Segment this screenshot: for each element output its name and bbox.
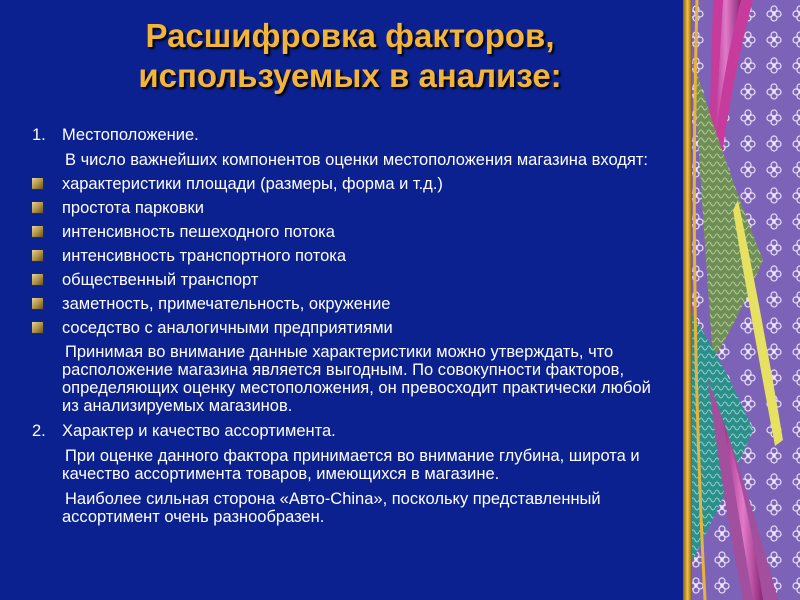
bullet-icon [32, 250, 43, 261]
bullet-icon [32, 298, 43, 309]
bullet-text: интенсивность транспортного потока [62, 247, 347, 265]
bullet-text: заметность, примечательность, окружение [62, 295, 391, 313]
section-number: 1. [32, 126, 46, 144]
bullet-text: интенсивность пешеходного потока [62, 223, 335, 241]
bullet-item [32, 319, 672, 337]
bullet-item [32, 271, 672, 289]
bullet-item [32, 247, 672, 265]
decorative-border [683, 0, 800, 600]
bullet-text: простота парковки [62, 199, 204, 217]
slide-title [20, 16, 680, 96]
bullet-text: характеристики площади (размеры, форма и т.д.) [62, 175, 443, 193]
bullet-item [32, 295, 672, 313]
decorative-pattern-graphic [683, 0, 800, 600]
section-heading-2 [32, 422, 672, 440]
title-line-2: используемых в анализе: [138, 57, 562, 94]
section-1-intro: В число важнейших компонентов оценки местоположения магазина входят: [65, 151, 649, 169]
section-2-paragraph: При оценке данного фактора принимается во внимание глубина, широта и качество ассортимента товаров, имеющихся в магазине. [62, 447, 640, 483]
section-2-paragraph: Наиболее сильная сторона «Авто-China», поскольку представленный ассортимент очень разнообразен. [62, 490, 601, 526]
bullet-text: соседство с аналогичными предприятиями [62, 319, 393, 337]
section-heading-text: Местоположение. [62, 126, 199, 144]
section-heading-text: Характер и качество ассортимента. [62, 422, 336, 440]
title-line-1: Расшифровка факторов, [145, 17, 555, 54]
bullet-item [32, 223, 672, 241]
slide-content [32, 126, 672, 526]
bullet-item [32, 175, 672, 193]
section-1-conclusion: Принимая во внимание данные характеристики можно утверждать, что расположение магазина является выгодным. По совокупности факторов, определяющих оценку местоположения, он превосходит практически любой из анализируемых магазинов. [62, 343, 651, 415]
bullet-icon [32, 274, 43, 285]
bullet-item [32, 199, 672, 217]
section-heading-1 [32, 126, 672, 144]
bullet-icon [32, 226, 43, 237]
bullet-icon [32, 322, 43, 333]
bullet-icon [32, 202, 43, 213]
bullet-text: общественный транспорт [62, 271, 259, 289]
bullet-icon [32, 178, 43, 189]
section-number: 2. [32, 422, 46, 440]
